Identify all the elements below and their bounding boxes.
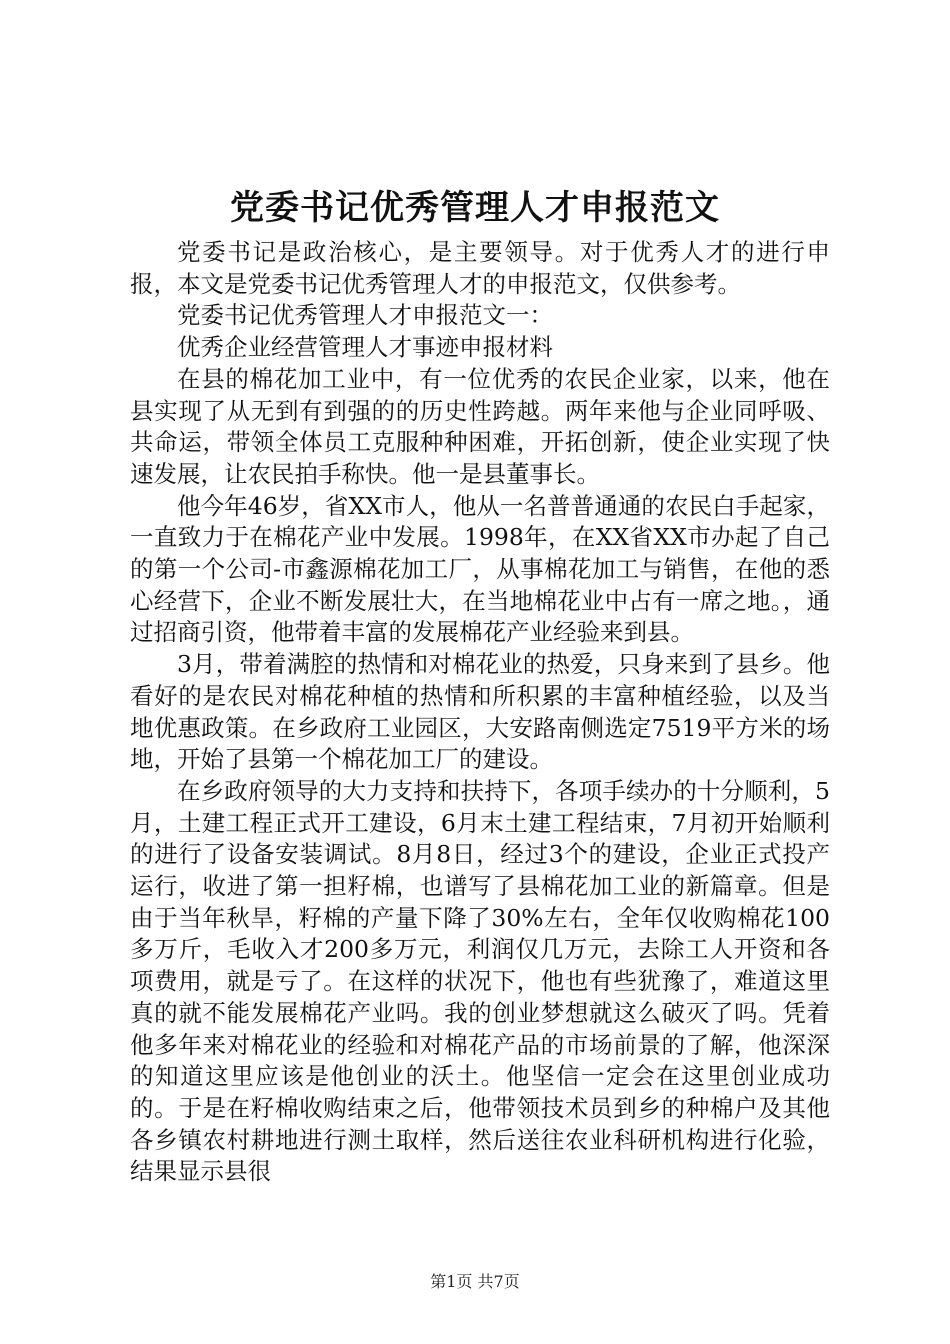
paragraph-section-heading: 党委书记优秀管理人才申报范文一：: [177, 301, 553, 330]
document-body: [130, 237, 830, 1188]
paragraph-intro: 党委书记是政治核心，是主要领导。对于优秀人才的进行申报，本文是党委书记优秀管理人才的申报范文，仅供参考。: [130, 238, 830, 298]
page-number-footer: 第1页 共7页: [430, 1272, 520, 1291]
document-title: 党委书记优秀管理人才申报范文: [230, 188, 720, 228]
paragraph-body: 在县的棉花加工业中，有一位优秀的农民企业家，以来，他在县实现了从无到有到强的的历史性跨越。两年来他与企业同呼吸、共命运，带领全体员工克服种种困难，开拓创新，使企业实现了快速发展，让农民拍手称快。他一是县董事长。: [130, 364, 830, 488]
paragraph-body: 他今年46岁，省XX市人，他从一名普普通通的农民白手起家，一直致力于在棉花产业中发展。1998年，在XX省XX市办起了自己的第一个公司-市鑫源棉花加工厂，从事棉花加工与销售，在他的悉心经营下，企业不断发展壮大，在当地棉花业中占有一席之地。，通过招商引资，他带着丰富的发展棉花产业经验来到县。: [130, 491, 830, 647]
paragraph-subheading: 优秀企业经营管理人才事迹申报材料: [177, 333, 553, 362]
paragraph-body: 在乡政府领导的大力支持和扶持下，各项手续办的十分顺利，5月，土建工程正式开工建设，6月末土建工程结束，7月初开始顺利的进行了设备安装调试。8月8日，经过3个的建设，企业正式投产运行，收进了第一担籽棉，也谱写了县棉花加工业的新篇章。但是由于当年秋旱，籽棉的产量下降了30%左右，全年仅收购棉花100多万斤，毛收入才200多万元，利润仅几万元，去除工人开资和各项费用，就是亏了。在这样的状况下，他也有些犹豫了，难道这里真的就不能发展棉花产业吗。我的创业梦想就这么破灭了吗。凭着他多年来对棉花业的经验和对棉花产品的市场前景的了解，他深深的知道这里应该是他创业的沃土。他坚信一定会在这里创业成功的。于是在籽棉收购结束之后，他带领技术员到乡的种棉户及其他各乡镇农村耕地进行测土取样，然后送往农业科研机构进行化验，结果显示县很: [130, 776, 830, 1186]
paragraph-body: 3月，带着满腔的热情和对棉花业的热爱，只身来到了县乡。他看好的是农民对棉花种植的热情和所积累的丰富种植经验，以及当地优惠政策。在乡政府工业园区，大安路南侧选定7519平方米的场地，开始了县第一个棉花加工厂的建设。: [130, 650, 830, 774]
